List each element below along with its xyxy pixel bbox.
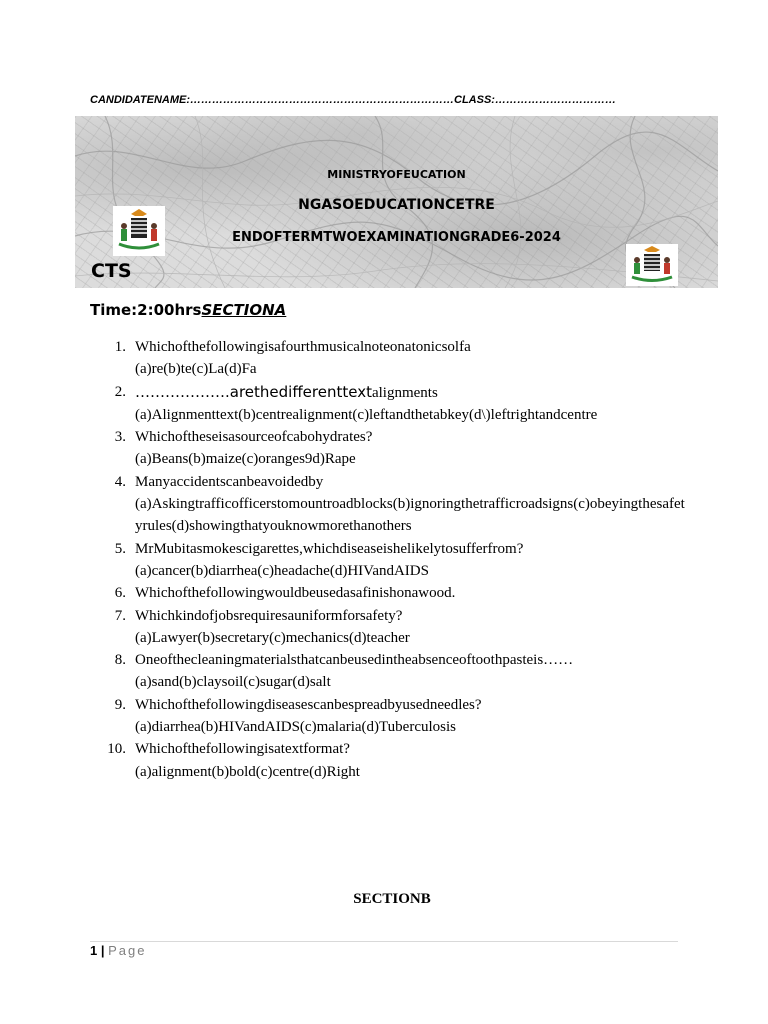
question-number: 3. (114, 429, 126, 446)
question-options: (a)alignment(b)bold(c)centre(d)Right (135, 763, 360, 780)
question-number: 5. (114, 540, 126, 557)
blank-dots: ………………. (135, 382, 230, 401)
question-text: alignments (371, 384, 438, 401)
question-text: Whichoftheseisasourceofcabohydrates? (135, 429, 373, 446)
question-text: Whichofthefollowingisatextformat? (135, 741, 350, 758)
question-number: 1. (114, 339, 126, 355)
question-text: MrMubitasmokescigarettes,whichdiseaseishelikelytosufferfrom? (135, 540, 524, 557)
question-number: 10. (107, 741, 126, 758)
question-text: Manyaccidentscanbeavoidedby (135, 473, 324, 490)
question-text: Oneofthecleaningmaterialsthatcanbeusedintheabsenceoftoothpasteis…… (135, 652, 574, 669)
question-number: 8. (114, 652, 126, 669)
subject-code: CTS (91, 260, 132, 282)
question-number: 6. (114, 585, 126, 602)
question-item (90, 538, 690, 583)
exam-header-banner (75, 116, 718, 288)
page-footer (90, 943, 147, 958)
footer-separator: | (100, 943, 105, 958)
question-options: (a)cancer(b)diarrhea(c)headache(d)HIVandAIDS (135, 562, 429, 579)
question-item (90, 336, 690, 381)
time-allowed (90, 301, 286, 319)
question-text: Whichofthefollowingisafourthmusicalnoteonatonicsolfa (135, 339, 471, 355)
exam-title: ENDOFTERMTWOEXAMINATIONGRADE6-2024 (232, 230, 561, 245)
page-number: 1 (90, 943, 98, 958)
question-number: 9. (114, 696, 126, 713)
question-options: (a)Lawyer(b)secretary(c)mechanics(d)teacher (135, 629, 410, 646)
question-options: (a)diarrhea(b)HIVandAIDS(c)malaria(d)Tuberculosis (135, 719, 456, 736)
school-name: NGASOEDUCATIONCETRE (298, 197, 495, 213)
question-text: Whichofthefollowingdiseasescanbespreadbyusedneedles? (135, 696, 482, 713)
question-item (90, 605, 690, 650)
ministry-title: MINISTRYOFEUCATION (327, 168, 466, 181)
question-number: 7. (114, 607, 126, 624)
question-number: 4. (114, 473, 126, 490)
question-item (90, 471, 690, 538)
question-item (90, 582, 690, 604)
question-text: Whichkindofjobsrequiresauniformforsafety? (135, 607, 403, 624)
candidate-name-class-line: CANDIDATENAME:………………………………………………………………CLASS:…………………………… (90, 94, 616, 106)
question-options: (a)re(b)te(c)La(d)Fa (135, 361, 257, 378)
question-lead: arethedifferenttext (229, 382, 372, 401)
question-number: 2. (114, 383, 126, 400)
page-label: Page (108, 943, 147, 958)
time-text: Time:2:00hrs (90, 301, 202, 319)
question-text: Whichofthefollowingwouldbeusedasafinishonawood. (135, 585, 456, 602)
question-item (90, 426, 690, 471)
question-item (90, 694, 690, 739)
question-options: (a)Beans(b)maize(c)oranges9d)Rape (135, 451, 356, 468)
question-options: (a)Askingtrafficofficerstomountroadblocks(b)ignoringthetrafficroadsigns(c)obeyingthesafetyrules(d)showingthatyouknowmorethanothers (135, 496, 685, 535)
question-list (90, 336, 690, 783)
coat-of-arms-icon (113, 206, 165, 256)
question-item (90, 738, 690, 783)
section-b-heading: SECTIONB (353, 891, 431, 907)
question-item (90, 381, 690, 427)
section-a-heading: SECTIONA (201, 301, 287, 319)
footer-divider (90, 941, 678, 942)
coat-of-arms-icon (626, 244, 678, 286)
question-options: (a)sand(b)claysoil(c)sugar(d)salt (135, 674, 331, 691)
question-options: (a)Alignmenttext(b)centrealignment(c)leftandthetabkey(d\)leftrightandcentre (135, 406, 598, 423)
question-item (90, 649, 690, 694)
